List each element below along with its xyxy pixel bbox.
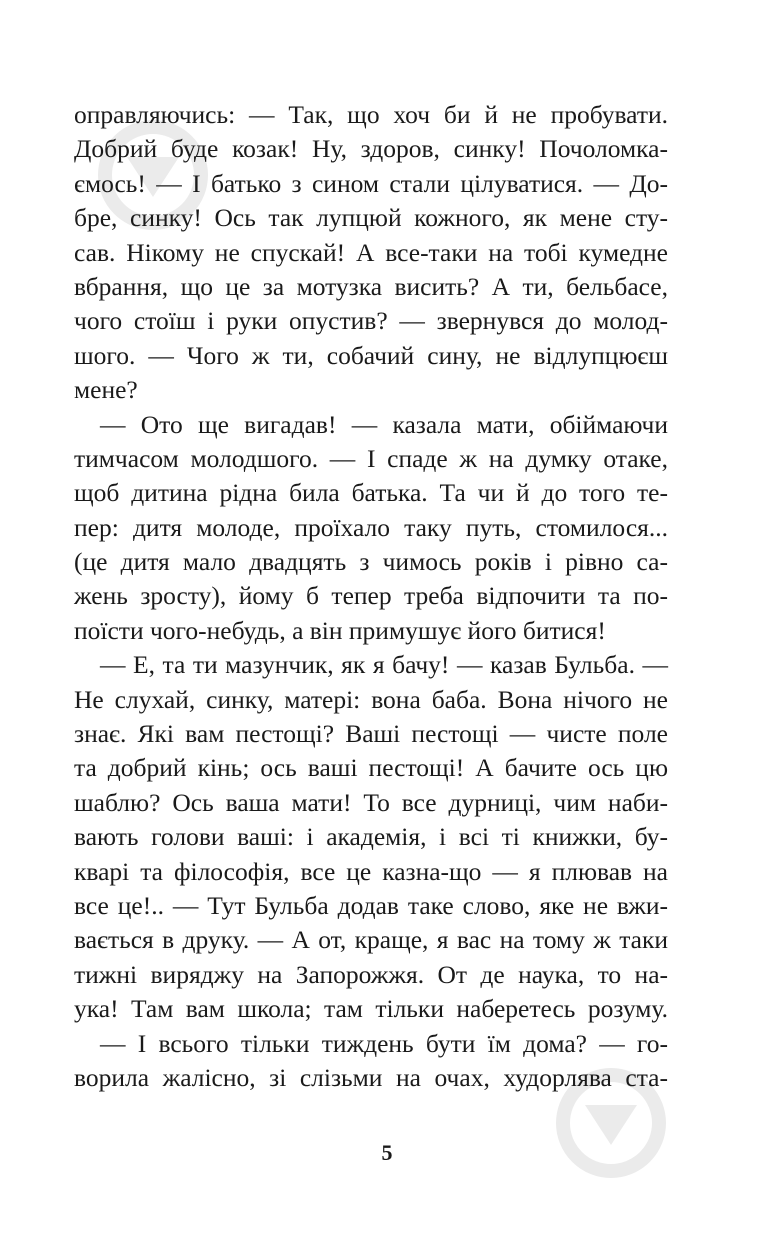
text-line: вбрання, що це за мотузка висить? А ти, бельбасе, — [74, 271, 668, 301]
book-page-text — [74, 98, 668, 1095]
text-line: жень зросту), йому б тепер треба відпочити та по- — [74, 581, 668, 611]
text-line: ємось! — І батько з сином стали цілуватися. — До- — [74, 168, 668, 198]
text-line: ворила жалісно, зі слізьми на очах, худорлява ста- — [74, 1062, 668, 1092]
text-line: чого стоїш і руки опустив? — звернувся до молод- — [74, 306, 668, 336]
text-line: Не слухай, синку, матері: вона баба. Вона нічого не — [74, 684, 668, 714]
text-line: кварі та філософія, все це казна-що — я плював на — [74, 856, 668, 886]
text-line: вають голови ваші: і академія, і всі ті книжки, бу- — [74, 822, 668, 852]
text-line: та добрий кінь; ось ваші пестощі! А бачите ось цю — [74, 753, 668, 783]
text-line: щоб дитина рідна била батька. Та чи й до того те- — [74, 478, 668, 508]
text-line: тижні виряджу на Запорожжя. От де наука, то на- — [74, 959, 668, 989]
text-line: — Е, та ти мазунчик, як я бачу! — казав Бульба. — — [100, 650, 668, 680]
text-line: мене? — [74, 375, 138, 405]
text-line: оправляючись: — Так, що хоч би й не пробувати. — [74, 100, 668, 129]
text-line: шаблю? Ось ваша мати! То все дурниці, чим наби- — [74, 787, 668, 817]
text-line: — І всього тільки тиждень бути їм дома? — го- — [100, 1028, 668, 1058]
text-line: (це дитя мало двадцять з чимось років і рівно са- — [74, 547, 668, 577]
text-line: тимчасом молодшого. — І спаде ж на думку отаке, — [74, 443, 668, 473]
text-line: вається в друку. — А от, краще, я вас на тому ж таки — [74, 925, 668, 955]
text-line: сав. Нікому не спускай! А все-таки на тобі кумедне — [74, 237, 668, 267]
text-line: — Ото ще вигадав! — казала мати, обіймаючи — [100, 409, 668, 439]
text-line: все це!.. — Тут Бульба додав таке слово, яке не вжи- — [74, 890, 668, 920]
text-line: пер: дитя молоде, проїхало таку путь, стомилося... — [74, 512, 668, 542]
text-line: Добрий буде козак! Ну, здоров, синку! Почоломка- — [74, 134, 668, 164]
page-number: 5 — [381, 1140, 393, 1165]
text-line: бре, синку! Ось так лупцюй кожного, як мене сту- — [74, 203, 668, 233]
text-line: шого. — Чого ж ти, собачий сину, не відлупцюєш — [74, 340, 668, 370]
text-line: поїсти чого-небудь, а він примушує його битися! — [74, 615, 606, 645]
text-line: знає. Які вам пестощі? Ваші пестощі — чисте поле — [74, 719, 668, 749]
text-line: ука! Там вам школа; там тільки наберетесь розуму. — [74, 994, 668, 1024]
